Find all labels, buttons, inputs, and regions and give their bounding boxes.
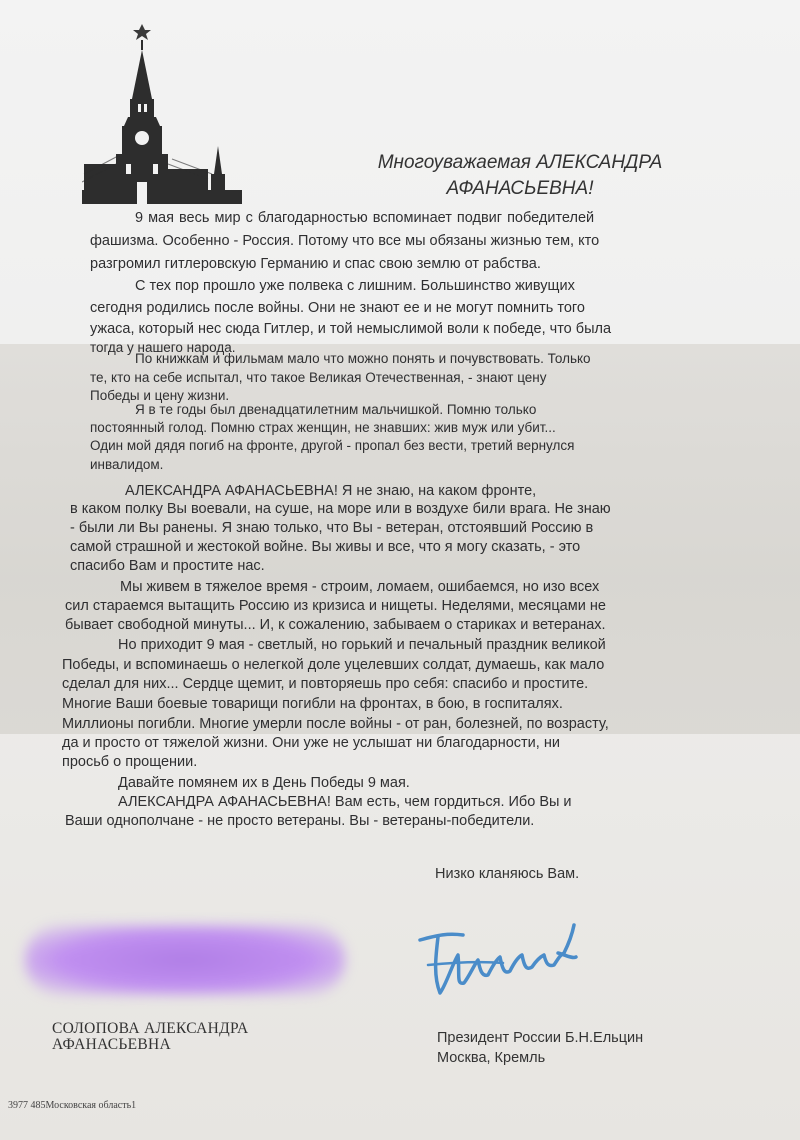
recipient-name-line-1: СОЛОПОВА АЛЕКСАНДРА (52, 1020, 249, 1037)
closing-line: Низко кланяюсь Вам. (435, 866, 580, 882)
text-line: бывает свободной минуты... И, к сожалению, забываем о стариках и ветеранах. (65, 617, 606, 633)
greeting-line-2: АФАНАСЬЕВНА! (446, 178, 594, 199)
text-line: просьб о прощении. (62, 754, 198, 770)
text-line: Победы и цену жизни. (90, 388, 230, 403)
text-line: По книжкам и фильмам мало что можно понять и почувствовать. Только (135, 351, 591, 366)
greeting-line-1: Многоуважаемая АЛЕКСАНДРА (377, 152, 663, 173)
text-line: инвалидом. (90, 457, 164, 472)
text-line: сделал для них... Сердце щемит, и повторяешь про себя: спасибо и простите. (62, 676, 589, 692)
text-line: постоянный голод. Помню страх женщин, не знавших: жив муж или убит... (90, 420, 556, 435)
text-line: АЛЕКСАНДРА АФАНАСЬЕВНА! Вам есть, чем гордиться. Ибо Вы и (118, 794, 572, 810)
kremlin-tower-emblem (82, 14, 242, 204)
text-line: Победы, и вспоминаешь о нелегкой доле уцелевших солдат, думаешь, как мало (62, 657, 605, 673)
text-line: - были ли Вы ранены. Я знаю только, что Вы - ветеран, отстоявший Россию в (70, 520, 594, 536)
text-line: Давайте помянем их в День Победы 9 мая. (118, 775, 410, 791)
text-line: сегодня родились после войны. Они не знают ее и не могут помнить того (90, 300, 585, 316)
text-line: спасибо Вам и простите нас. (70, 558, 265, 574)
signature (408, 905, 608, 1005)
text-line: в каком полку Вы воевали, на суше, на море или в воздухе били врага. Не знаю (70, 501, 611, 517)
text-line: С тех пор прошло уже полвека с лишним. Большинство живущих (135, 278, 575, 294)
text-line: Многие Ваши боевые товарищи погибли на фронтах, в бою, в госпиталях. (62, 696, 563, 712)
text-line: Мы живем в тяжелое время - строим, ломаем, ошибаемся, но изо всех (120, 579, 600, 595)
text-line: ужаса, который нес сюда Гитлер, и той немыслимой воли к победе, что была (90, 321, 612, 337)
text-line: тогда у нашего народа. (90, 340, 236, 355)
text-line: АЛЕКСАНДРА АФАНАСЬЕВНА! Я не знаю, на каком фронте, (125, 483, 537, 499)
text-line: разгромил гитлеровскую Германию и спас свою землю от рабства. (90, 256, 541, 272)
text-line: Миллионы погибли. Многие умерли после войны - от ран, болезней, по возрасту, (62, 716, 609, 732)
greeting (340, 150, 700, 202)
text-line: фашизма. Особенно - Россия. Потому что все мы обязаны жизнью тем, кто (90, 233, 600, 249)
text-line: да и просто от тяжелой жизни. Они уже не услышат ни благодарности, ни (62, 735, 560, 751)
text-line: сил стараемся вытащить Россию из кризиса и нищеты. Неделями, месяцами не (65, 598, 606, 614)
footer-address-code: 3977 485Московская область1 (8, 1100, 137, 1111)
text-line: Но приходит 9 мая - светлый, но горький и печальный праздник великой (118, 637, 606, 653)
text-line: Ваши однополчане - не просто ветераны. Вы - ветераны-победители. (65, 813, 535, 829)
text-line: те, кто на себе испытал, что такое Великая Отечественная, - знают цену (90, 370, 547, 385)
text-line: Я в те годы был двенадцатилетним мальчишкой. Помню только (135, 402, 537, 417)
text-line: Один мой дядя погиб на фронте, другой - пропал без вести, третий вернулся (90, 438, 575, 453)
text-line: самой страшной и жестокой войне. Вы живы и все, что я могу сказать, - это (70, 539, 581, 555)
sender-location: Москва, Кремль (437, 1050, 546, 1066)
redaction-blur (25, 925, 345, 995)
text-line: 9 мая весь мир с благодарностью вспоминает подвиг победителей (135, 210, 595, 226)
sender-title: Президент России Б.Н.Ельцин (437, 1030, 644, 1046)
recipient-name-line-2: АФАНАСЬЕВНА (52, 1036, 172, 1053)
